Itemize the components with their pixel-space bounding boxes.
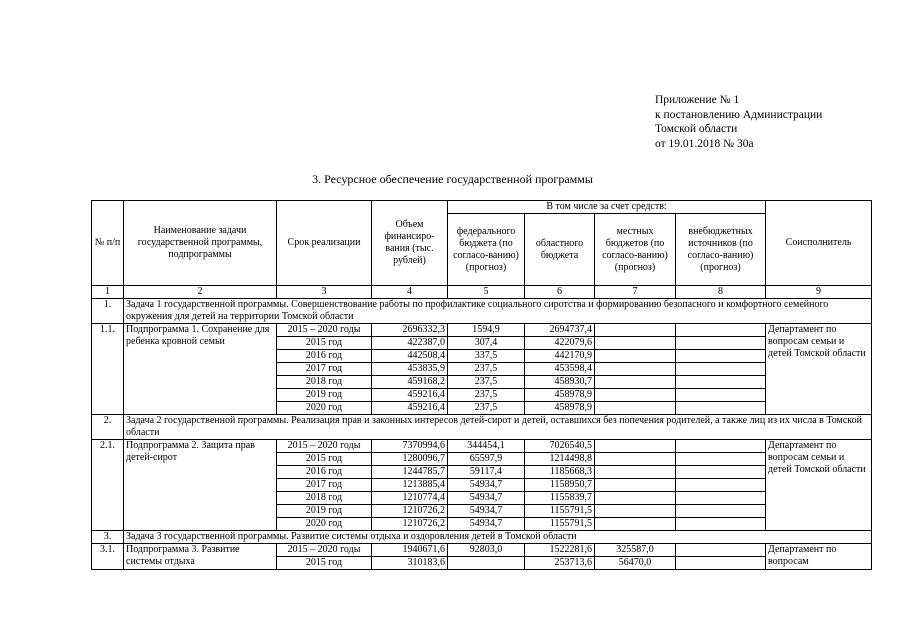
cell-volume: 1244785,7 (372, 466, 448, 479)
cell-local (595, 505, 676, 518)
task-row (92, 415, 872, 440)
header-line-3: Томской области (655, 123, 738, 135)
cell-volume: 310183,6 (372, 557, 448, 570)
task-num: 2. (92, 415, 124, 440)
cell-volume: 1280096,7 (372, 453, 448, 466)
col-number: 4 (372, 286, 448, 299)
cell-federal (448, 557, 525, 570)
cell-regional: 7026540,5 (525, 440, 595, 453)
cell-regional: 2694737,4 (525, 324, 595, 337)
task-text: Задача 1 государственной программы. Совершенствование работы по профилактике социального сиротства и формированию безопасного и комфортного семейного окружения для детей на территории Томской области (124, 299, 872, 324)
cell-regional: 1155839,7 (525, 492, 595, 505)
cell-volume: 422387,0 (372, 337, 448, 350)
cell-federal: 65597,9 (448, 453, 525, 466)
cell-volume: 453835,9 (372, 363, 448, 376)
table-row (92, 440, 872, 453)
cell-term: 2015 год (277, 337, 372, 350)
col-number: 9 (766, 286, 872, 299)
cell-term: 2015 – 2020 годы (277, 324, 372, 337)
cell-local (595, 350, 676, 363)
page-title: 3. Ресурсное обеспечение государственной программы (312, 172, 593, 186)
cell-local (595, 492, 676, 505)
cell-regional: 458930,7 (525, 376, 595, 389)
cell-regional: 1522281,6 (525, 544, 595, 557)
cell-offbudget (676, 518, 766, 531)
cell-offbudget (676, 492, 766, 505)
col-header-name: Наименование задачи государственной программы, подпрограммы (124, 201, 277, 286)
table-row (92, 544, 872, 557)
cell-federal: 337,5 (448, 350, 525, 363)
cell-federal: 1594,9 (448, 324, 525, 337)
table-head (92, 201, 872, 299)
col-number: 7 (595, 286, 676, 299)
cell-offbudget (676, 557, 766, 570)
cell-local: 56470,0 (595, 557, 676, 570)
cell-offbudget (676, 505, 766, 518)
cell-offbudget (676, 479, 766, 492)
subprogram-num: 2.1. (92, 440, 124, 531)
column-numbers-row (92, 286, 872, 299)
cell-offbudget (676, 453, 766, 466)
cell-local (595, 479, 676, 492)
cell-term: 2019 год (277, 505, 372, 518)
cell-federal: 59117,4 (448, 466, 525, 479)
cell-federal: 54934,7 (448, 492, 525, 505)
document-header (655, 93, 822, 151)
col-header-term: Срок реализации (277, 201, 372, 286)
col-number: 6 (525, 286, 595, 299)
table-row (92, 324, 872, 337)
cell-federal: 54934,7 (448, 479, 525, 492)
cell-offbudget (676, 350, 766, 363)
task-num: 1. (92, 299, 124, 324)
header-line-1: Приложение № 1 (655, 94, 740, 106)
subprogram-executor: Департамент по вопросам (766, 544, 872, 570)
cell-volume: 459216,4 (372, 402, 448, 415)
cell-regional: 458978,9 (525, 402, 595, 415)
cell-local: 325587,0 (595, 544, 676, 557)
cell-local (595, 453, 676, 466)
col-number: 8 (676, 286, 766, 299)
cell-term: 2017 год (277, 363, 372, 376)
cell-regional: 1158950,7 (525, 479, 595, 492)
cell-regional: 1155791,5 (525, 518, 595, 531)
subprogram-num: 3.1. (92, 544, 124, 570)
col-header-including: В том числе за счет средств: (448, 201, 766, 214)
cell-offbudget (676, 337, 766, 350)
cell-federal: 307,4 (448, 337, 525, 350)
cell-volume: 1210774,4 (372, 492, 448, 505)
subprogram-num: 1.1. (92, 324, 124, 415)
cell-federal: 54934,7 (448, 518, 525, 531)
task-1-section (92, 299, 872, 415)
cell-volume: 1213885,4 (372, 479, 448, 492)
task-num: 3. (92, 531, 124, 544)
cell-offbudget (676, 363, 766, 376)
subprogram-executor: Департамент по вопросам семьи и детей Томской области (766, 324, 872, 415)
task-2-section (92, 415, 872, 531)
subprogram-name: Подпрограмма 3. Развитие системы отдыха (124, 544, 277, 570)
task-text: Задача 2 государственной программы. Реализация прав и законных интересов детей-сирот и детей, оставшихся без попечения родителей, а также лиц из их числа в Томской области (124, 415, 872, 440)
task-row (92, 299, 872, 324)
cell-term: 2019 год (277, 389, 372, 402)
cell-offbudget (676, 389, 766, 402)
cell-term: 2020 год (277, 402, 372, 415)
cell-regional: 1155791,5 (525, 505, 595, 518)
col-header-num: № п/п (92, 201, 124, 286)
cell-term: 2017 год (277, 479, 372, 492)
cell-federal: 54934,7 (448, 505, 525, 518)
cell-local (595, 389, 676, 402)
cell-local (595, 466, 676, 479)
cell-term: 2016 год (277, 350, 372, 363)
cell-federal: 237,5 (448, 376, 525, 389)
task-row (92, 531, 872, 544)
col-header-regional: областного бюджета (525, 214, 595, 286)
header-line-2: к постановлению Администрации (655, 108, 823, 121)
col-header-federal: федерального бюджета (по согласо-ванию) (прогноз) (448, 214, 525, 286)
cell-regional: 453598,4 (525, 363, 595, 376)
cell-federal: 92803,0 (448, 544, 525, 557)
cell-local (595, 363, 676, 376)
col-header-volume: Объем финансиро-вания (тыс. рублей) (372, 201, 448, 286)
cell-volume: 1210726,2 (372, 505, 448, 518)
cell-offbudget (676, 440, 766, 453)
cell-volume: 459216,4 (372, 389, 448, 402)
cell-volume: 459168,2 (372, 376, 448, 389)
cell-term: 2015 год (277, 453, 372, 466)
cell-federal: 344454,1 (448, 440, 525, 453)
cell-term: 2018 год (277, 492, 372, 505)
col-number: 2 (124, 286, 277, 299)
cell-offbudget (676, 324, 766, 337)
cell-volume: 442508,4 (372, 350, 448, 363)
cell-offbudget (676, 544, 766, 557)
cell-local (595, 440, 676, 453)
subprogram-executor: Департамент по вопросам семьи и детей Томской области (766, 440, 872, 531)
cell-federal: 237,5 (448, 389, 525, 402)
cell-regional: 253713,6 (525, 557, 595, 570)
cell-local (595, 324, 676, 337)
cell-term: 2016 год (277, 466, 372, 479)
cell-offbudget (676, 466, 766, 479)
task-text: Задача 3 государственной программы. Развитие системы отдыха и оздоровления детей в Томской области (124, 531, 872, 544)
cell-term: 2018 год (277, 376, 372, 389)
subprogram-name: Подпрограмма 1. Сохранение для ребенка кровной семьи (124, 324, 277, 415)
cell-local (595, 376, 676, 389)
cell-offbudget (676, 402, 766, 415)
cell-volume: 1940671,6 (372, 544, 448, 557)
cell-term: 2015 – 2020 годы (277, 440, 372, 453)
cell-federal: 237,5 (448, 402, 525, 415)
task-3-section (92, 531, 872, 570)
cell-regional: 1214498,8 (525, 453, 595, 466)
cell-regional: 442170,9 (525, 350, 595, 363)
cell-federal: 237,5 (448, 363, 525, 376)
resource-table (91, 200, 872, 570)
cell-volume: 2696332,3 (372, 324, 448, 337)
col-number: 1 (92, 286, 124, 299)
cell-regional: 422079,6 (525, 337, 595, 350)
col-header-executor: Соисполнитель (766, 201, 872, 286)
col-number: 5 (448, 286, 525, 299)
col-header-local: местных бюджетов (по согласо-ванию) (прогноз) (595, 214, 676, 286)
cell-term: 2015 год (277, 557, 372, 570)
cell-volume: 1210726,2 (372, 518, 448, 531)
header-line-4: от 19.01.2018 № 30а (655, 137, 754, 150)
cell-local (595, 518, 676, 531)
cell-term: 2015 – 2020 годы (277, 544, 372, 557)
cell-volume: 7370994,6 (372, 440, 448, 453)
cell-term: 2020 год (277, 518, 372, 531)
cell-local (595, 337, 676, 350)
subprogram-name: Подпрограмма 2. Защита прав детей-сирот (124, 440, 277, 531)
cell-regional: 458978,9 (525, 389, 595, 402)
col-number: 3 (277, 286, 372, 299)
cell-local (595, 402, 676, 415)
cell-regional: 1185668,3 (525, 466, 595, 479)
cell-offbudget (676, 376, 766, 389)
col-header-offbudget: внебюджетных источников (по согласо-ванию) (прогноз) (676, 214, 766, 286)
